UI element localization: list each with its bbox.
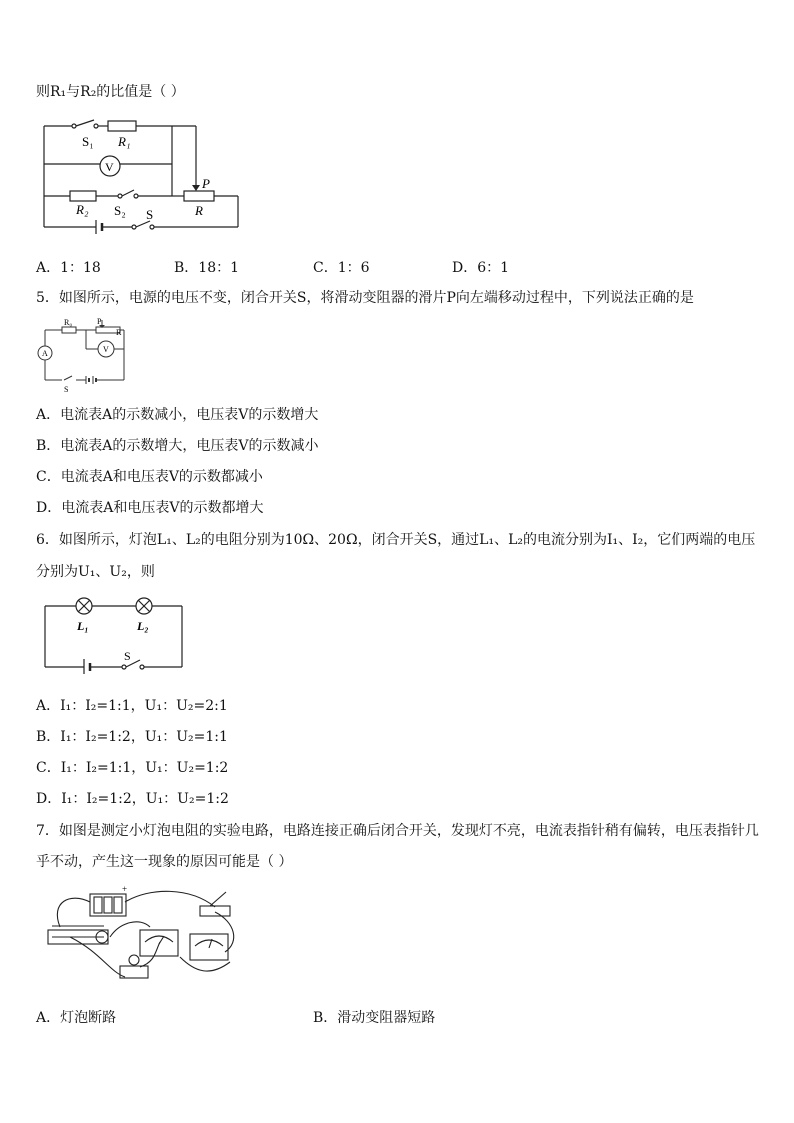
q5-option-c: C．电流表A和电压表V的示数都减小: [36, 469, 263, 485]
label-l1: L₁: [77, 619, 89, 633]
label-s2: S₂: [114, 203, 126, 218]
q6-option-a: A．I₁：I₂=1:1，U₁：U₂=2:1: [36, 698, 228, 714]
label-r1: R₁: [118, 134, 131, 149]
q4-option-c: C．1：6: [313, 260, 370, 276]
label-plus: +: [122, 884, 128, 894]
q5-option-d: D．电流表A和电压表V的示数都增大: [36, 500, 264, 516]
q4-circuit-diagram: [36, 114, 246, 244]
q6-option-d: D．I₁：I₂=1:2，U₁：U₂=1:2: [36, 791, 229, 807]
label-a: A: [42, 349, 48, 358]
q4-option-a: A．1：18: [36, 260, 101, 276]
label-s: S: [124, 649, 131, 663]
label-p: P: [97, 317, 102, 326]
q7-option-b: B．滑动变阻器短路: [313, 1010, 436, 1026]
q7-stem-line2: 乎不动，产生这一现象的原因可能是（ ）: [36, 854, 293, 870]
q6-option-c: C．I₁：I₂=1:1，U₁：U₂=1:2: [36, 760, 229, 776]
label-v: V: [103, 345, 109, 354]
q5-option-b: B．电流表A的示数增大，电压表V的示数减小: [36, 438, 319, 454]
label-v: V: [105, 160, 114, 174]
q7-experiment-illustration: [40, 882, 245, 992]
q6-option-b: B．I₁：I₂=1:2，U₁：U₂=1:1: [36, 729, 228, 745]
q4-option-b: B．18：1: [174, 260, 240, 276]
q4-option-d: D．6：1: [452, 260, 510, 276]
q6-stem-line2: 分别为U₁、U₂，则: [36, 564, 155, 580]
q6-stem-line1: 6．如图所示，灯泡L₁、L₂的电阻分别为10Ω、20Ω，闭合开关S，通过L₁、L₂的电流分别为I₁、I₂，它们两端的电压: [36, 532, 756, 548]
label-r2: R₂: [76, 202, 89, 217]
q5-stem: 5．如图所示，电源的电压不变，闭合开关S，将滑动变阻器的滑片P向左端移动过程中，下列说法正确的是: [36, 290, 694, 306]
q7-option-a: A．灯泡断路: [36, 1010, 117, 1026]
label-s: S: [146, 207, 154, 222]
label-s: S: [64, 385, 69, 394]
q4-stem: 则R₁与R₂的比值是（ ）: [36, 84, 185, 100]
q5-circuit-diagram: [36, 316, 131, 394]
q6-circuit-diagram: [40, 594, 190, 674]
label-p: P: [202, 176, 210, 191]
q7-stem-line1: 7．如图是测定小灯泡电阻的实验电路，电路连接正确后闭合开关，发现灯不亮，电流表指针稍有偏转，电压表指针几: [36, 823, 759, 839]
label-l2: L₂: [137, 619, 149, 633]
label-r0: R₀: [64, 318, 73, 327]
label-s1: S₁: [82, 134, 94, 149]
label-r: R: [195, 203, 203, 218]
label-r: R: [116, 328, 122, 337]
q5-option-a: A．电流表A的示数减小，电压表V的示数增大: [36, 407, 319, 423]
